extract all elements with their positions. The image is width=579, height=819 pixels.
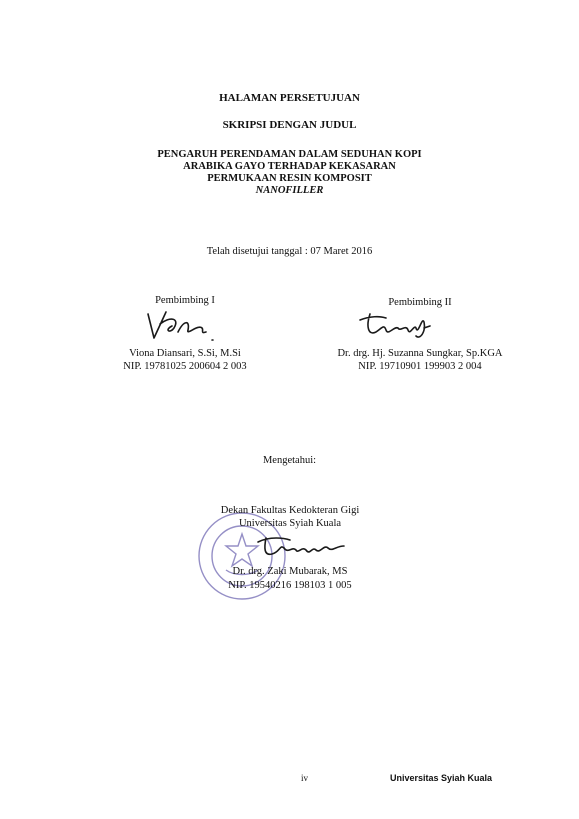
dean-signature: [250, 530, 350, 566]
page-subheading: SKRIPSI DENGAN JUDUL: [222, 119, 357, 131]
dean-name: Dr. drg. Zaki Mubarak, MS: [232, 566, 348, 577]
thesis-title-line-italic: NANOFILLER: [255, 185, 324, 196]
acknowledged-label: Mengetahui:: [262, 455, 317, 466]
thesis-title-line: ARABIKA GAYO TERHADAP KEKASARAN: [183, 161, 396, 172]
supervisor1-role: Pembimbing I: [155, 295, 215, 306]
thesis-title: [0, 149, 579, 197]
dean-nip: NIP. 19540216 198103 1 005: [228, 580, 352, 591]
footer-institution: Universitas Syiah Kuala: [390, 773, 493, 783]
supervisor1-signature: [140, 306, 230, 346]
approval-date: Telah disetujui tanggal : 07 Maret 2016: [206, 246, 373, 257]
dean-university: Universitas Syiah Kuala: [238, 518, 342, 529]
supervisor2-nip: NIP. 19710901 199903 2 004: [358, 361, 482, 372]
page-heading: HALAMAN PERSETUJUAN: [219, 92, 360, 104]
supervisor2-signature: [350, 306, 440, 346]
thesis-title-line: PENGARUH PERENDAMAN DALAM SEDUHAN KOPI: [157, 149, 422, 160]
thesis-title-line: PERMUKAAN RESIN KOMPOSIT: [207, 173, 372, 184]
supervisor2-role: Pembimbing II: [388, 297, 452, 308]
dean-position: Dekan Fakultas Kedokteran Gigi: [220, 505, 360, 516]
supervisor1-name: Viona Diansari, S.Si, M.Si: [129, 348, 241, 359]
supervisor1-nip: NIP. 19781025 200604 2 003: [123, 361, 247, 372]
page-number: iv: [301, 773, 309, 783]
supervisor2-name: Dr. drg. Hj. Suzanna Sungkar, Sp.KGA: [337, 348, 503, 359]
